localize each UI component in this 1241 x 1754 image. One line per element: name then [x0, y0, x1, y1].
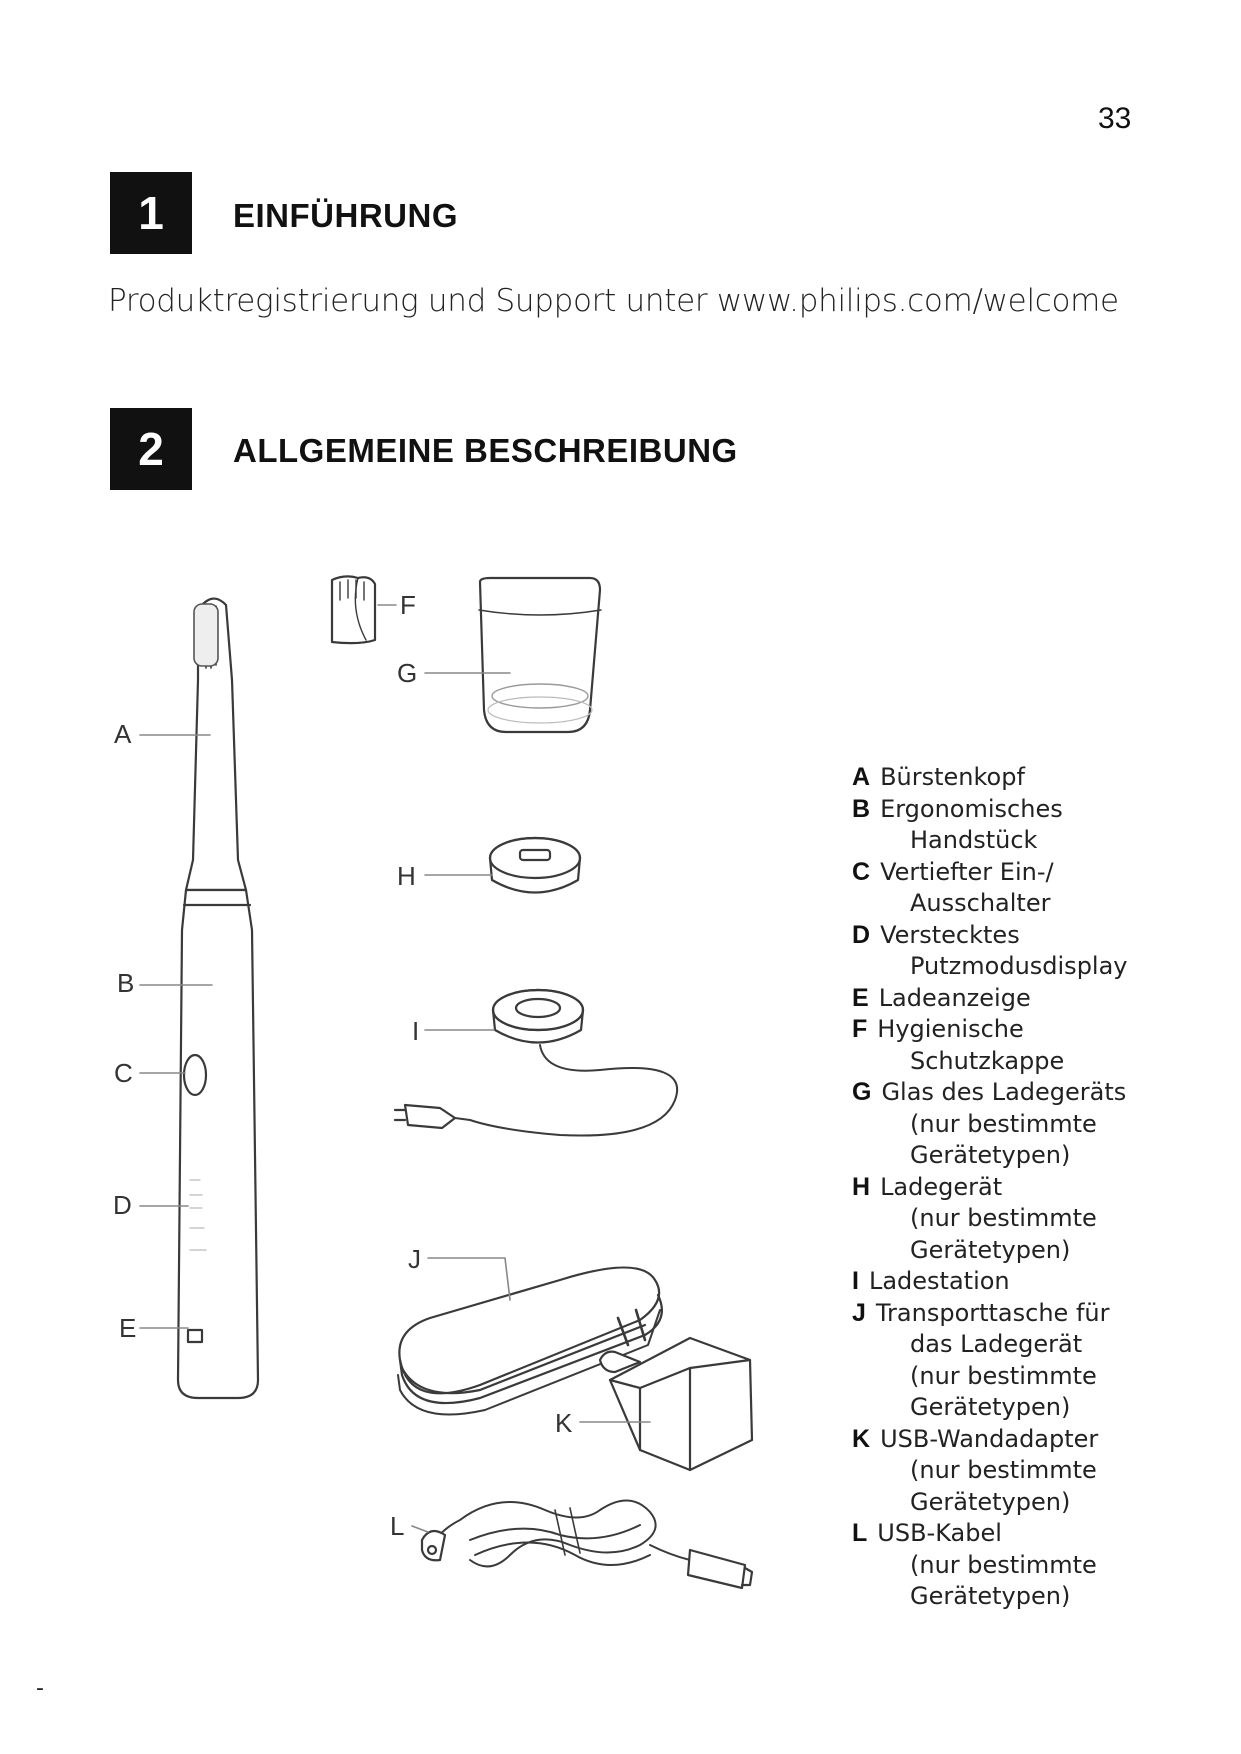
legend-text: das Ladegerät — [910, 1330, 1083, 1358]
legend-text: (nur bestimmte — [910, 1361, 1097, 1390]
legend-item-f — [852, 1014, 1222, 1077]
legend-text: Handstück — [910, 826, 1038, 854]
section-2-number: 2 — [110, 408, 192, 490]
label-f: F — [400, 590, 416, 620]
legend-text: Hygienische — [877, 1015, 1024, 1043]
page-number: 33 — [1098, 102, 1132, 135]
legend-text: Bürstenkopf — [880, 763, 1025, 791]
parts-legend — [852, 762, 1222, 1613]
label-d: D — [113, 1190, 132, 1220]
legend-item-g — [852, 1077, 1222, 1172]
footer-mark: - — [36, 1676, 44, 1701]
legend-letter: F — [852, 1015, 868, 1043]
legend-text: Gerätetypen) — [910, 1141, 1071, 1169]
label-i: I — [412, 1016, 420, 1046]
legend-letter: H — [852, 1172, 871, 1201]
legend-text: Ladeanzeige — [878, 983, 1031, 1012]
legend-letter: G — [852, 1078, 872, 1106]
legend-item-j — [852, 1298, 1222, 1424]
label-a: A — [114, 719, 132, 749]
label-c: C — [114, 1058, 133, 1088]
bristles — [194, 604, 218, 668]
legend-text: Ladestation — [868, 1267, 1010, 1295]
legend-text: (nur bestimmte — [910, 1204, 1097, 1232]
legend-letter: I — [852, 1267, 859, 1295]
toothbrush — [178, 599, 258, 1398]
legend-text: Ladegerät — [880, 1172, 1003, 1201]
charger — [490, 838, 580, 893]
legend-item-e — [852, 983, 1222, 1015]
legend-letter: A — [852, 763, 871, 791]
legend-letter: L — [852, 1519, 868, 1547]
label-g: G — [397, 658, 418, 688]
legend-item-a — [852, 762, 1222, 794]
section-2-title: ALLGEMEINE BESCHREIBUNG — [233, 432, 738, 469]
legend-text: Gerätetypen) — [910, 1487, 1071, 1516]
legend-text: USB-Kabel — [877, 1519, 1002, 1547]
label-b: B — [117, 968, 135, 998]
legend-item-d — [852, 920, 1222, 983]
protective-cap — [332, 576, 375, 643]
legend-text: (nur bestimmte — [910, 1109, 1097, 1138]
legend-text: Schutzkappe — [910, 1046, 1065, 1075]
usb-wall-adapter — [600, 1310, 752, 1470]
usb-cable — [422, 1500, 752, 1588]
legend-letter: D — [852, 920, 871, 949]
legend-letter: K — [852, 1424, 871, 1453]
legend-text: (nur bestimmte — [910, 1550, 1097, 1579]
charging-station — [395, 990, 677, 1136]
section-1-title: EINFÜHRUNG — [233, 197, 458, 234]
legend-text: Verstecktes — [880, 920, 1020, 949]
legend-text: Gerätetypen) — [910, 1235, 1071, 1264]
charging-glass — [479, 578, 601, 732]
legend-item-i — [852, 1266, 1222, 1298]
legend-letter: B — [852, 794, 871, 823]
legend-text: Vertiefter Ein-/ — [880, 857, 1054, 886]
legend-text: Ergonomisches — [880, 794, 1063, 823]
label-k: K — [555, 1408, 573, 1438]
intro-text: Produktregistrierung und Support unter www.philips.com/welcome — [108, 283, 1119, 319]
legend-text: USB-Wandadapter — [880, 1424, 1099, 1453]
legend-text: Gerätetypen) — [910, 1582, 1071, 1610]
legend-text: Transporttasche für — [875, 1298, 1110, 1327]
legend-text: Glas des Ladegeräts — [881, 1078, 1127, 1106]
legend-text: Putzmodusdisplay — [910, 952, 1128, 980]
legend-item-k — [852, 1424, 1222, 1519]
legend-text: Gerätetypen) — [910, 1393, 1071, 1421]
legend-item-c — [852, 857, 1222, 920]
legend-item-h — [852, 1172, 1222, 1267]
label-h: H — [397, 861, 416, 891]
label-j: J — [408, 1244, 421, 1274]
label-l: L — [390, 1511, 405, 1541]
legend-letter: C — [852, 857, 871, 886]
legend-text: (nur bestimmte — [910, 1456, 1097, 1484]
legend-letter: J — [852, 1298, 866, 1327]
legend-item-l — [852, 1518, 1222, 1613]
legend-item-b — [852, 794, 1222, 857]
legend-letter: E — [852, 983, 869, 1012]
label-e: E — [119, 1313, 137, 1343]
section-1-number: 1 — [110, 172, 192, 254]
legend-text: Ausschalter — [910, 889, 1051, 917]
